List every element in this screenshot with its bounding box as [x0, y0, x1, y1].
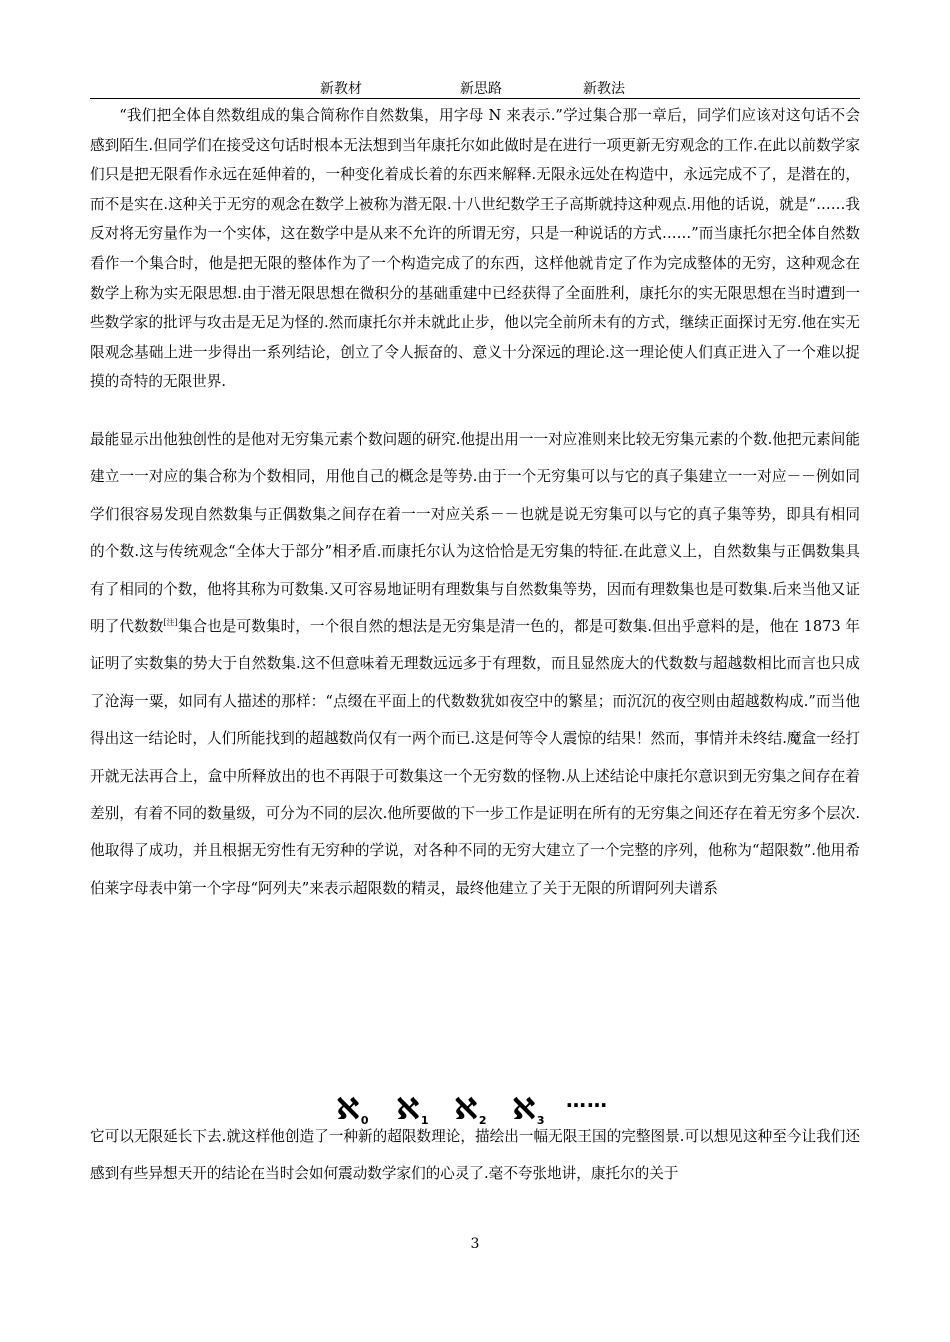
header-middle: 新思路 [460, 81, 502, 97]
page-header [90, 76, 860, 99]
paragraph-2-part-1: 最能显示出他独创性的是他对无穷集元素个数问题的研究.他提出用一一对应准则来比较无穷集元素的个数.他把元素间能建立一一对应的集合称为个数相同，用他自己的概念是等势.由于一个无穷集可以与它的真子集建立一一对应－－例如同学们很容易发现自然数集与正偶数集之间存在着一一对应关系－－也就是说无穷集可以与它的真子集等势，即具有相同的个数.这与传统观念“全体大于部分”相矛盾.而康托尔认为这恰恰是无穷集的特征.在此意义上，自然数集与正偶数集具有了相同的个数，他将其称为可数集.又可容易地证明有理数集与自然数集等势，因而有理数集也是可数集.后来当他又证明了代数数 [90, 431, 860, 636]
aleph-1: ℵ$_1$ [396, 1092, 429, 1127]
page-number: 3 [470, 1236, 480, 1252]
paragraph-2 [90, 421, 860, 907]
aleph-0: ℵ$_0$ [336, 1092, 369, 1127]
aleph-2: ℵ$_2$ [454, 1092, 487, 1127]
header-left: 新教材 [320, 81, 362, 97]
aleph-3: ℵ$_3$ [512, 1092, 545, 1127]
paragraph-3: 它可以无限延长下去.就这样他创造了一种新的超限数理论，描绘出一幅无限王国的完整图景.可以想见这种至今让我们还感到有些异想天开的结论在当时会如何震动数学家们的心灵了.毫不夸张地讲，康托尔的关于 [90, 1128, 860, 1183]
footnote-marker: [注] [163, 618, 178, 628]
header-right: 新教法 [583, 81, 625, 97]
paragraph-2-part-2: 集合也是可数集时，一个很自然的想法是无穷集是清一色的，都是可数集.但出乎意料的是，他在 1873 年证明了实数集的势大于自然数集.这不但意味着无理数远远多于有理数，而且显然庞大的代数数与超越数相比而言也只成了沧海一粟，如同有人描述的那样：“点缀在平面上的代数数犹如夜空中的繁星；而沉沉的夜空则由超越数构成.”而当他得出这一结论时，人们所能找到的超越数尚仅有一两个而已.这是何等令人震惊的结果！然而，事情并未终结.魔盒一经打开就无法再合上，盒中所释放出的也不再限于可数集这一个无穷数的怪物.从上述结论中康托尔意识到无穷集之间存在着差别，有着不同的数量级，可分为不同的层次.他所要做的下一步工作是证明在所有的无穷集之间还存在着无穷多个层次.他取得了成功，并且根据无穷性有无穷种的学说，对各种不同的无穷大建立了一个完整的序列，他称为“超限数”.他用希伯莱字母表中第一个字母“阿列夫”来表示超限数的精灵，最终他建立了关于无限的所谓阿列夫谱系 [90, 618, 860, 897]
aleph-ellipsis: …… [566, 1088, 608, 1112]
paragraph-1: “我们把全体自然数组成的集合简称作自然数集，用字母 N 来表示.”学过集合那一章后，同学们应该对这句话不会感到陌生.但同学们在接受这句话时根本无法想到当年康托尔如此做时是在进行一项更新无穷观念的工作.在此以前数学家们只是把无限看作永远在延伸着的，一种变化着成长着的东西来解释.无限永远处在构造中，永远完成不了，是潜在的，而不是实在.这种关于无穷的观念在数学上被称为潜无限.十八世纪数学王子高斯就持这种观点.用他的话说，就是“……我反对将无穷量作为一个实体，这在数学中是从来不允许的所谓无穷，只是一种说话的方式……”而当康托尔把全体自然数看作一个集合时，他是把无限的整体作为了一个构造完成了的东西，这样他就肯定了作为完成整体的无穷，这种观念在数学上称为实无限思想.由于潜无限思想在微积分的基础重建中已经获得了全面胜利，康托尔的实无限思想在当时遭到一些数学家的批评与攻击是无足为怪的.然而康托尔并未就此止步，他以完全前所未有的方式，继续正面探讨无穷.他在实无限观念基础上进一步得出一系列结论，创立了令人振奋的、意义十分深远的理论.这一理论使人们真正进入了一个难以捉摸的奇特的无限世界. [90, 107, 860, 391]
